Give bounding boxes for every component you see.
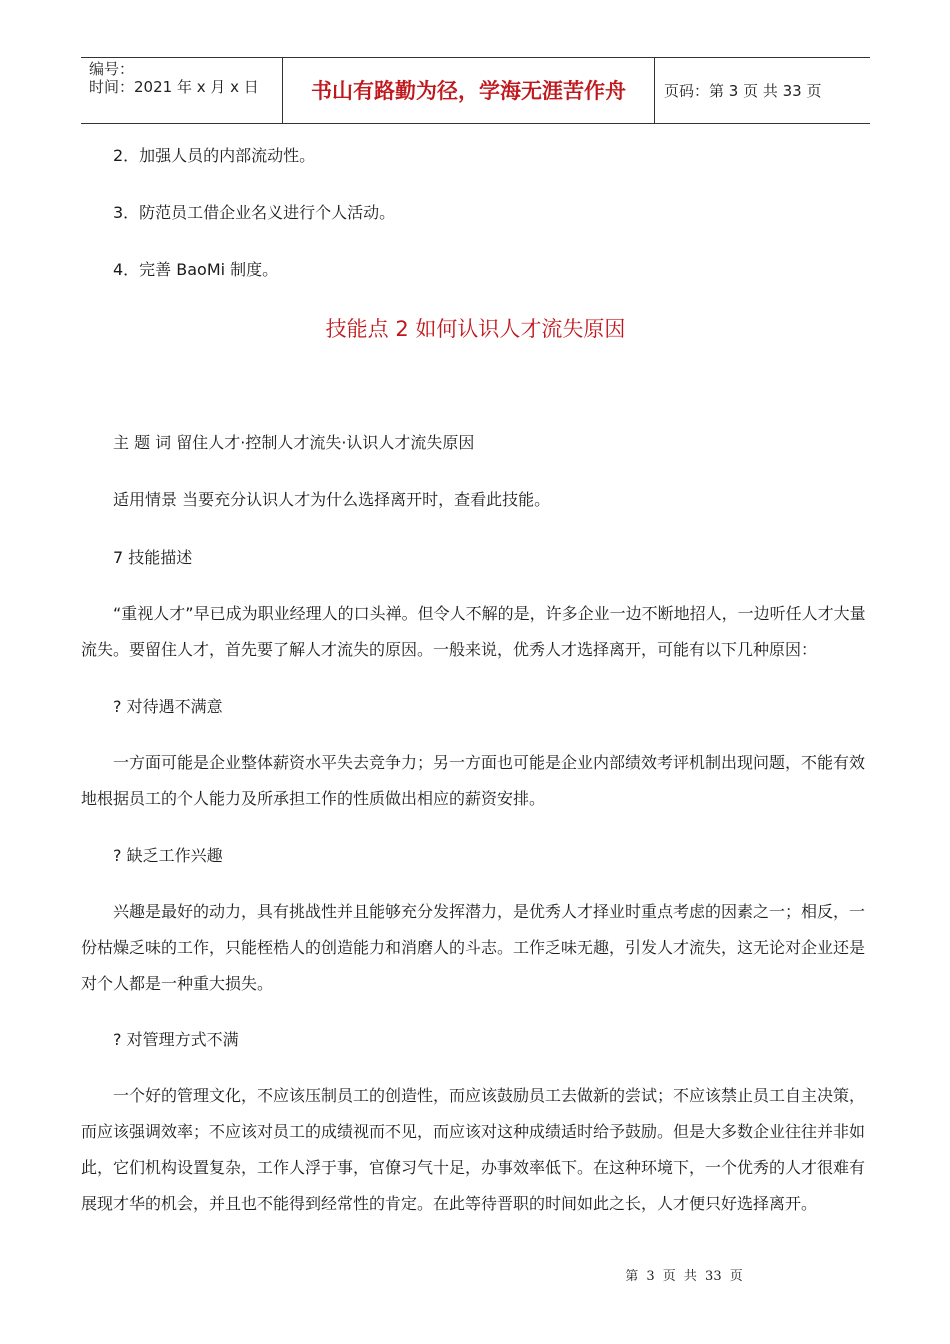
- list-item: 4．完善 BaoMi 制度。: [113, 260, 279, 279]
- reason-paragraph: 兴趣是最好的动力，具有挑战性并且能够充分发挥潜力，是优秀人才择业时重点考虑的因素之一；相反，一份枯燥乏味的工作，只能桎梏人的创造能力和消磨人的斗志。工作乏味无趣，引发人才流失，这无论对企业还是对个人都是一种重大损失。: [81, 902, 866, 993]
- reason-paragraph: 一个好的管理文化，不应该压制员工的创造性，而应该鼓励员工去做新的尝试；不应该禁止员工自主决策，而应该强调效率；不应该对员工的成绩视而不见，而应该对这种成绩适时给予鼓励。但是大多数企业往往并非如此，它们机构设置复杂，工作人浮于事，官僚习气十足，办事效率低下。在这种环境下，一个优秀的人才很难有展现才华的机会，并且也不能得到经常性的肯定。在此等待晋职的时间如此之长，人才便只好选择离开。: [81, 1086, 866, 1213]
- reason-heading: ? 缺乏工作兴趣: [113, 846, 223, 865]
- page-header: [81, 57, 870, 124]
- section-title: 技能点 2 如何认识人才流失原因: [325, 317, 626, 341]
- header-meta: [89, 60, 259, 96]
- reason-heading: ? 对待遇不满意: [113, 697, 223, 716]
- reason-heading: ? 对管理方式不满: [113, 1030, 239, 1049]
- header-page-info: 页码：第 3 页 共 33 页: [664, 82, 822, 100]
- document-number-label: 编号：: [89, 60, 135, 78]
- keywords-line: 主 题 词 留住人才·控制人才流失·认识人才流失原因: [113, 433, 475, 452]
- header-motto: 书山有路勤为径，学海无涯苦作舟: [311, 78, 626, 103]
- page-footer: 第 3 页 共 33 页: [625, 1269, 743, 1284]
- reason-paragraph: 一方面可能是企业整体薪资水平失去竞争力；另一方面也可能是企业内部绩效考评机制出现问题，不能有效地根据员工的个人能力及所承担工作的性质做出相应的薪资安排。: [81, 753, 866, 808]
- list-item: 2．加强人员的内部流动性。: [113, 146, 316, 165]
- scenario-line: 适用情景 当要充分认识人才为什么选择离开时，查看此技能。: [113, 490, 551, 509]
- intro-paragraph: “重视人才”早已成为职业经理人的口头禅。但令人不解的是，许多企业一边不断地招人，一边听任人才大量流失。要留住人才，首先要了解人才流失的原因。一般来说，优秀人才选择离开，可能有以下几种原因：: [81, 604, 866, 659]
- document-date: 时间：2021 年 x 月 x 日: [89, 78, 259, 96]
- subsection-heading: 7 技能描述: [113, 548, 193, 567]
- header-divider: [654, 58, 655, 124]
- list-item: 3．防范员工借企业名义进行个人活动。: [113, 203, 396, 222]
